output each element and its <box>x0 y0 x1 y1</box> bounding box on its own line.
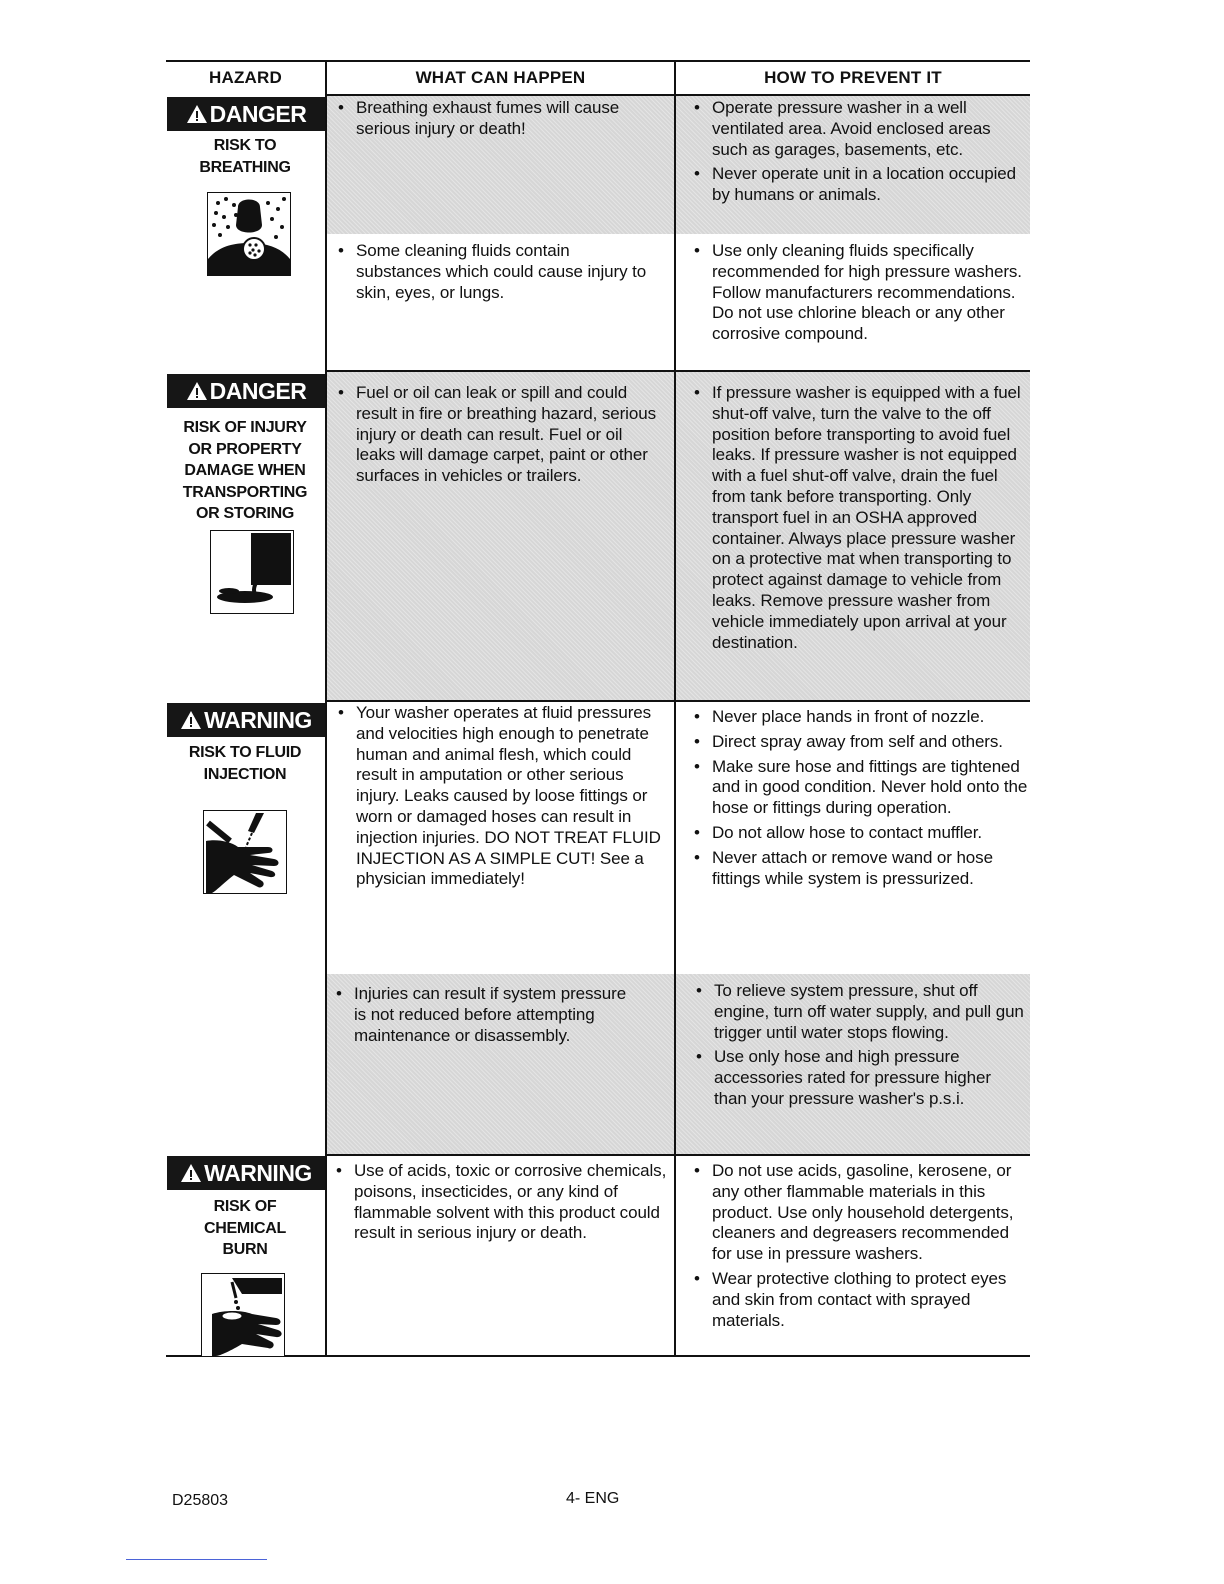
risk-label: RISK OF INJURY OR PROPERTY DAMAGE WHEN TRANSPORTING OR STORING <box>182 419 308 522</box>
list-item: • Never place hands in front of nozzle. <box>688 707 1028 728</box>
warning-badge <box>167 1156 325 1190</box>
breathing-what-1 <box>332 98 670 144</box>
list-item: • Breathing exhaust fumes will cause serious injury or death! <box>332 98 670 140</box>
list-item: • Never operate unit in a location occupied by humans or animals. <box>688 164 1028 206</box>
badge-label: DANGER <box>209 100 307 127</box>
document-number: D25803 <box>172 1492 229 1509</box>
column-divider-2 <box>674 60 676 1357</box>
list-item: • Use of acids, toxic or corrosive chemicals, poisons, insecticides, or any kind of flammable solvent with this product could result in serious injury or death. <box>330 1161 670 1244</box>
header-how-to-prevent: HOW TO PREVENT IT <box>764 68 942 87</box>
injection-prevent-1 <box>688 707 1028 893</box>
list-item: • Fuel or oil can leak or spill and could result in fire or breathing hazard, serious injury or death can result. Fuel or oil leaks will damage carpet, paint or other surfaces in vehicles or trailers. <box>332 383 666 487</box>
page-number: 4- ENG <box>566 1490 620 1507</box>
badge-label: DANGER <box>209 377 307 404</box>
breathing-what-2 <box>332 241 658 307</box>
list-item: • Injuries can result if system pressure is not reduced before attempting maintenance or disassembly. <box>330 984 630 1046</box>
list-item: • Some cleaning fluids contain substances which could cause injury to skin, eyes, or lungs. <box>332 241 658 303</box>
list-item: • Use only cleaning fluids specifically recommended for high pressure washers. Follow manufacturers recommendations. Do not use chlorine bleach or any other corrosive compound. <box>688 241 1028 345</box>
injection-prevent-2 <box>690 981 1028 1114</box>
footer-link-underline <box>126 1559 267 1560</box>
transport-what <box>332 383 666 491</box>
list-item: • Make sure hose and fittings are tightened and in good condition. Never hold onto the hose or fittings during operation. <box>688 757 1028 819</box>
list-item: • Do not use acids, gasoline, kerosene, or any other flammable materials in this product. Use only household detergents, cleaners and degreasers recommended for use in pressure washers. <box>688 1161 1028 1265</box>
list-item: • Wear protective clothing to protect eyes and skin from contact with sprayed materials. <box>688 1269 1028 1331</box>
list-item: • Use only hose and high pressure accessories rated for pressure higher than your pressure washer's p.s.i. <box>690 1047 1028 1109</box>
list-item: • Operate pressure washer in a well ventilated area. Avoid enclosed areas such as garages, basements, etc. <box>688 98 1028 160</box>
warning-triangle-icon <box>186 381 208 401</box>
section-rule-4 <box>327 1154 1030 1156</box>
list-item: • If pressure washer is equipped with a fuel shut-off valve, turn the valve to the off position before transporting to avoid fuel leaks. If pressure washer is not equipped with a fuel shut-off valve, drain the fuel from tank before transporting. Only transport fuel in an OSHA approved container. Always place pressure washer on a protective mat when transporting to protect against damage to vehicle from leaks. Remove pressure washer from vehicle immediately upon arrival at your destination. <box>688 383 1028 653</box>
list-item: • Do not allow hose to contact muffler. <box>688 823 1028 844</box>
warning-triangle-icon <box>180 710 202 730</box>
breathing-hazard-icon <box>207 192 291 276</box>
warning-triangle-icon <box>186 104 208 124</box>
list-item: • To relieve system pressure, shut off engine, turn off water supply, and pull gun trigger until water stops flowing. <box>690 981 1028 1043</box>
list-item: • Your washer operates at fluid pressures and velocities high enough to penetrate human and animal flesh, which could result in amputation or other serious injury. Leaks caused by loose fittings or worn or damaged hoses can result in injection injuries. DO NOT TREAT FLUID INJECTION AS A SIMPLE CUT! See a physician immediately! <box>332 703 666 890</box>
badge-label: WARNING <box>204 706 312 733</box>
risk-label: RISK TO FLUID INJECTION <box>188 744 302 783</box>
risk-label: RISK OF CHEMICAL BURN <box>203 1198 287 1258</box>
fuel-spill-icon <box>210 530 294 614</box>
list-item: • Direct spray away from self and others. <box>688 732 1028 753</box>
warning-badge <box>167 703 325 737</box>
chemical-what <box>330 1161 670 1248</box>
header-what-can-happen: WHAT CAN HAPPEN <box>415 68 586 87</box>
fluid-injection-icon <box>203 810 287 894</box>
table-top-rule <box>166 60 1030 62</box>
chemical-prevent <box>688 1161 1028 1335</box>
column-divider-1 <box>325 60 327 1357</box>
warning-triangle-icon <box>180 1163 202 1183</box>
list-item: • Never attach or remove wand or hose fittings while system is pressurized. <box>688 848 1028 890</box>
transport-prevent <box>688 383 1028 657</box>
section-rule-3 <box>327 700 1030 702</box>
risk-label: RISK TO BREATHING <box>199 137 291 176</box>
badge-label: WARNING <box>204 1159 312 1186</box>
injection-what-1 <box>332 703 666 894</box>
header-hazard: HAZARD <box>209 68 282 87</box>
breathing-prevent-1 <box>688 98 1028 210</box>
breathing-prevent-2 <box>688 241 1028 349</box>
table-bottom-rule <box>166 1355 1030 1357</box>
danger-badge <box>167 374 325 408</box>
chemical-burn-icon <box>201 1273 285 1357</box>
danger-badge <box>167 97 325 131</box>
injection-what-2 <box>330 984 630 1050</box>
